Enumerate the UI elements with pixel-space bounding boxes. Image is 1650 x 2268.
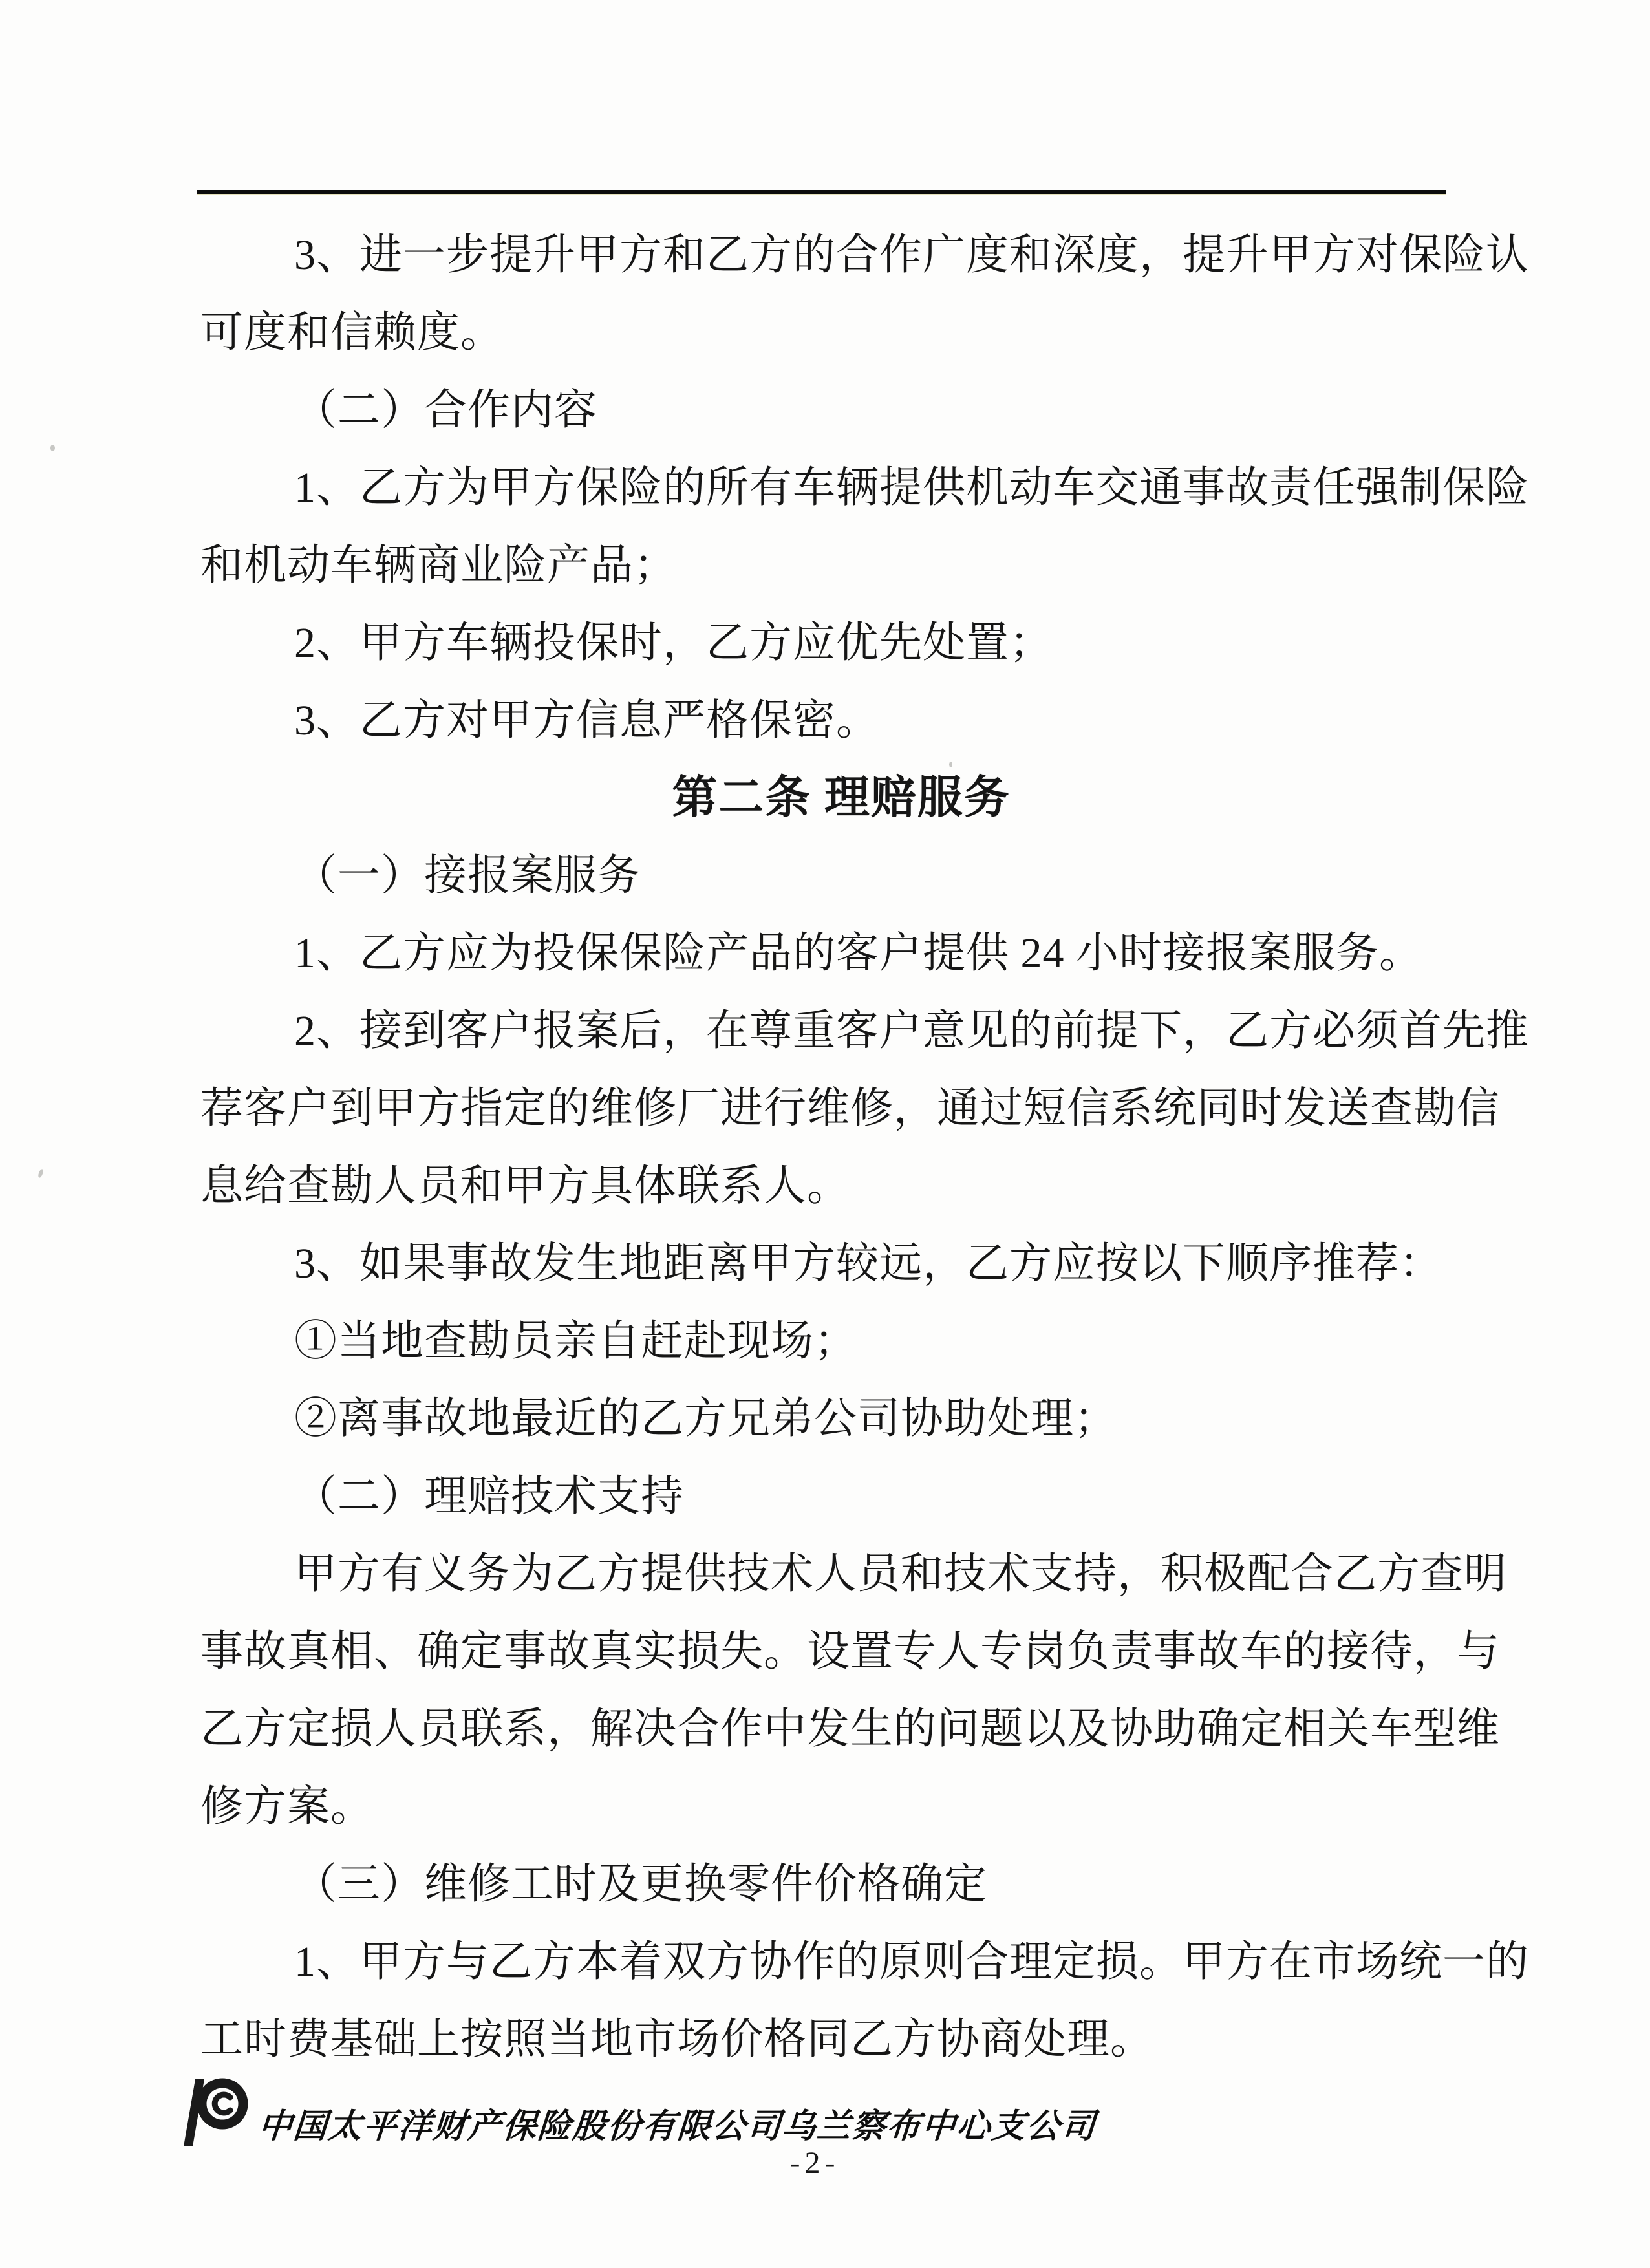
document-line: 1、乙方为甲方保险的所有车辆提供机动车交通事故责任强制保险 [294, 464, 1529, 511]
footer-company-name: 中国太平洋财产保险股份有限公司乌兰察布中心支公司 [257, 2108, 1098, 2145]
document-line: 乙方定损人员联系，解决合作中发生的问题以及协助确定相关车型维 [200, 1706, 1500, 1753]
header-rule [197, 190, 1446, 194]
cpic-logo-icon [176, 2078, 252, 2148]
document-line: 事故真相、确定事故真实损失。设置专人专岗负责事故车的接待，与 [200, 1628, 1500, 1675]
document-line: （三）维修工时及更换零件价格确定 [294, 1861, 987, 1908]
document-line: ②离事故地最近的乙方兄弟公司协助处理； [294, 1395, 1117, 1442]
document-body [200, 217, 1529, 2079]
page-footer [0, 2069, 1650, 2237]
document-line: ①当地查勘员亲自赶赴现场； [294, 1318, 857, 1365]
scan-speck [50, 445, 55, 451]
document-line: 甲方有义务为乙方提供技术人员和技术支持，积极配合乙方查明 [294, 1550, 1507, 1598]
document-line: （二）理赔技术支持 [294, 1473, 684, 1520]
document-line: 修方案。 [200, 1783, 374, 1830]
document-line: 2、甲方车辆投保时，乙方应优先处置； [294, 619, 1053, 667]
document-line: 可度和信赖度。 [200, 309, 504, 356]
scan-speck [38, 1168, 44, 1178]
page-number: -2- [789, 2146, 840, 2180]
document-line: 息给查勘人员和甲方具体联系人。 [200, 1162, 850, 1210]
document-line: 3、乙方对甲方信息严格保密。 [294, 697, 879, 744]
document-line: 3、进一步提升甲方和乙方的合作广度和深度，提升甲方对保险认 [294, 231, 1529, 279]
document-line: 2、接到客户报案后，在尊重客户意见的前提下，乙方必须首先推 [294, 1007, 1529, 1054]
document-line: 1、甲方与乙方本着双方协作的原则合理定损。甲方在市场统一的 [294, 1938, 1529, 1985]
document-line: （二）合作内容 [294, 387, 597, 434]
document-line: （一）接报案服务 [294, 852, 641, 899]
scan-speck [949, 762, 952, 767]
document-line: 荐客户到甲方指定的维修厂进行维修，通过短信系统同时发送查勘信 [200, 1085, 1500, 1132]
document-line: 和机动车辆商业险产品； [200, 542, 677, 589]
document-line: 3、如果事故发生地距离甲方较远，乙方应按以下顺序推荐： [294, 1240, 1442, 1287]
section-heading: 第二条 理赔服务 [672, 773, 1011, 823]
document-line: 工时费基础上按照当地市场价格同乙方协商处理。 [200, 2016, 1153, 2063]
document-line: 1、乙方应为投保保险产品的客户提供 24 小时接报案服务。 [294, 930, 1422, 977]
